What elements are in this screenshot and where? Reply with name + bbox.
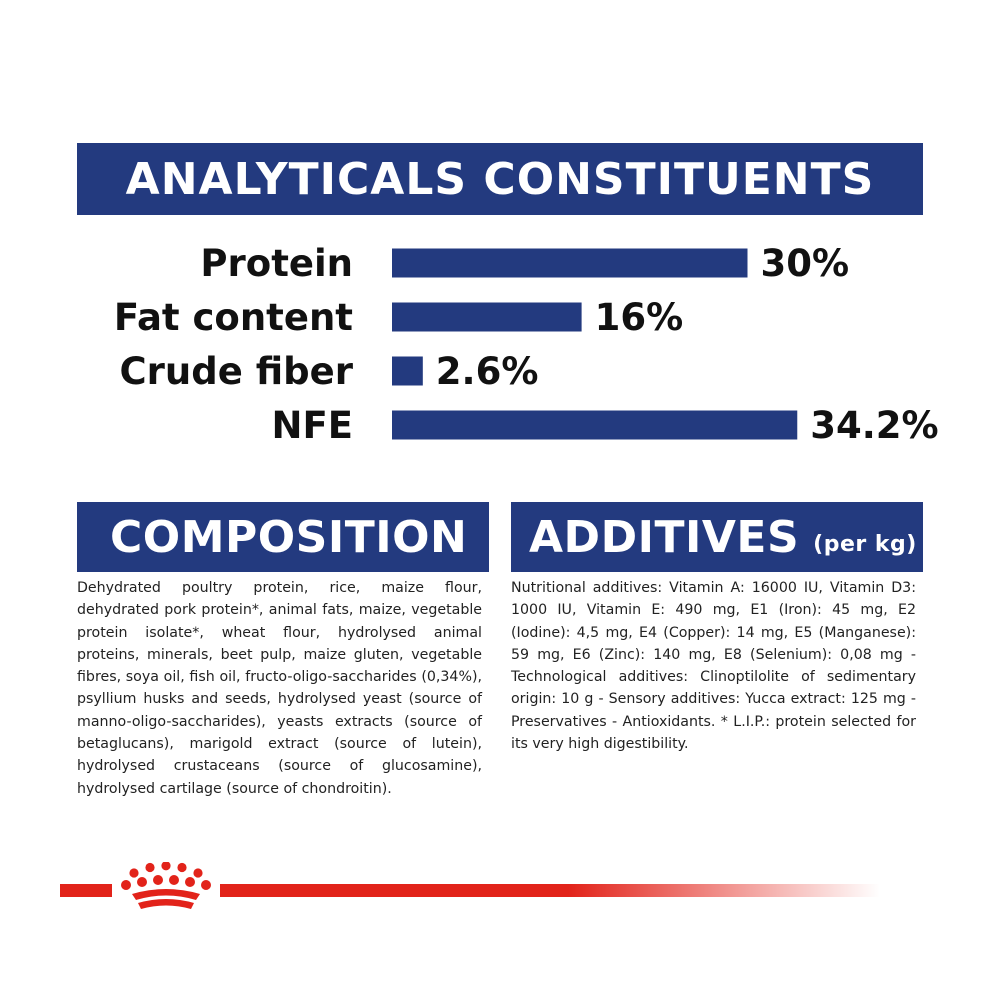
value-label: 30% bbox=[760, 242, 850, 285]
bar bbox=[392, 249, 748, 278]
value-label: 16% bbox=[594, 296, 684, 339]
category-label: Crude fiber bbox=[119, 350, 353, 393]
category-label: Protein bbox=[200, 242, 353, 285]
value-label: 34.2% bbox=[810, 404, 939, 447]
category-label: Fat content bbox=[113, 296, 353, 339]
bar bbox=[392, 357, 423, 386]
composition-title: COMPOSITION bbox=[110, 511, 468, 563]
composition-text: Dehydrated poultry protein, rice, maize flour, dehydrated pork protein*, animal fats, maize, vegetable protein isolate*, wheat flour, hydrolysed animal proteins, minerals, beet pulp, maize gluten, vegetable fibres, soya oil, fish oil, fructo-oligo-saccharides (0,34%), psyllium husks and seeds, hydrolysed yeast (source of manno-oligo-saccharides), yeasts extracts (source of betaglucans), marigold extract (source of lutein), hydrolysed crustaceans (source of glucosamine), hydrolysed cartilage (source of chondroitin). bbox=[77, 580, 482, 797]
value-label: 2.6% bbox=[435, 350, 539, 393]
additives-text: Nutritional additives: Vitamin A: 16000 IU, Vitamin D3: 1000 IU, Vitamin E: 490 mg, E1 (Iron): 45 mg, E2 (Iodine): 4,5 mg, E4 (Copper): 14 mg, E5 (Manganese): 59 mg, E6 (Zinc): 140 mg, E8 (Selenium): 0,08 mg - Technological additives: Clinoptilolite of sedimentary origin: 10 g - Sensory additives: Yucca extract: 125 mg - Preservatives - Antioxidants. * L.I.P.: protein selected for its very high digestibility. bbox=[511, 580, 916, 753]
bar bbox=[392, 411, 797, 440]
category-label: NFE bbox=[271, 404, 353, 447]
bar bbox=[392, 303, 582, 332]
crown-icon bbox=[112, 862, 220, 914]
bar-chart bbox=[0, 230, 1000, 460]
composition-header bbox=[77, 502, 489, 572]
additives-subtitle: (per kg) bbox=[813, 531, 917, 557]
additives-title: ADDITIVES bbox=[529, 511, 800, 563]
page-title bbox=[77, 143, 923, 215]
additives-header bbox=[511, 502, 923, 572]
page-title-text: ANALYTICALS CONSTITUENTS bbox=[125, 153, 875, 205]
